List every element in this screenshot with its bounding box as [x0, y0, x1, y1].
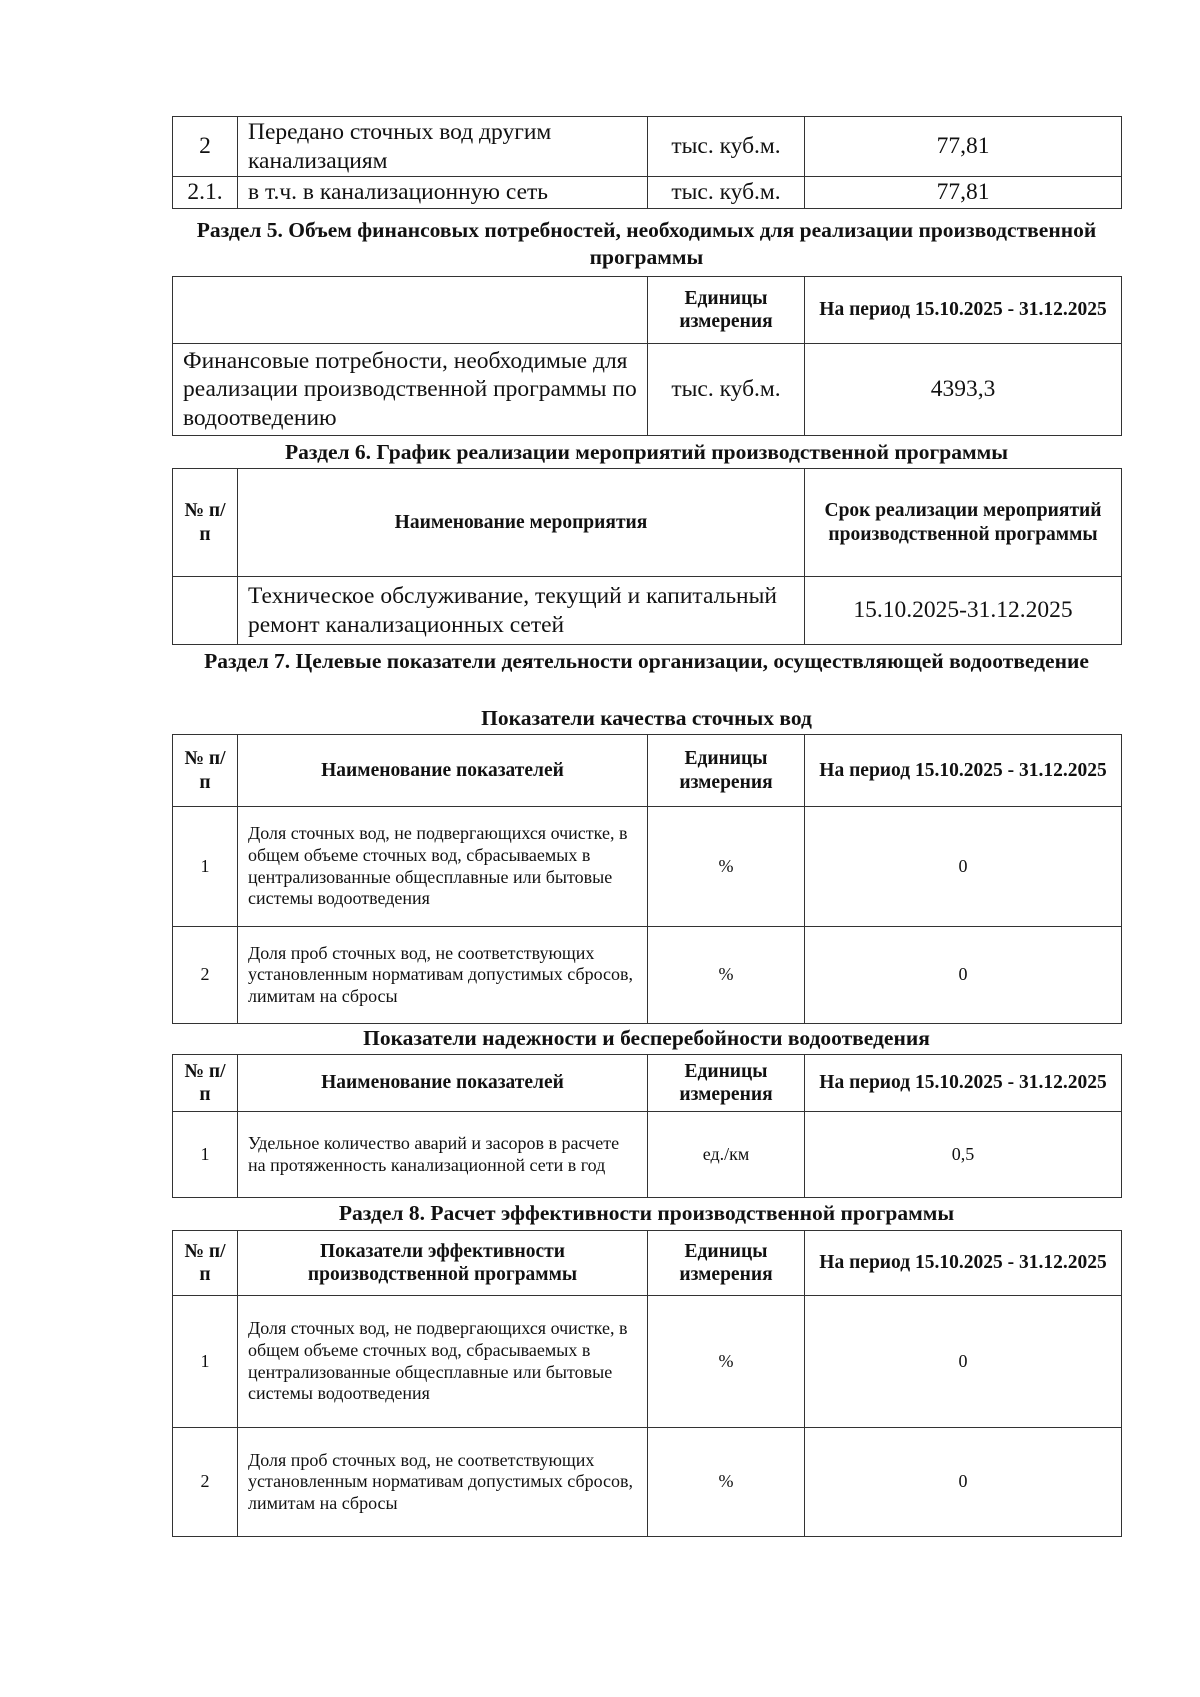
- header-period: На период 15.10.2025 - 31.12.2025: [805, 1231, 1122, 1296]
- row-name: Доля сточных вод, не подвергающихся очистке, в общем объеме сточных вод, сбрасываемых в централизованные общесплавные или бытовые системы водоотведения: [238, 1296, 648, 1428]
- row-number: 1: [173, 1112, 238, 1198]
- table-header-row: [173, 277, 1122, 344]
- row-unit: %: [648, 1428, 805, 1537]
- header-unit: Единицы измерения: [648, 735, 805, 807]
- row-unit: ед./км: [648, 1112, 805, 1198]
- reliability-indicators-subtitle: Показатели надежности и бесперебойности водоотведения: [363, 1026, 930, 1050]
- header-name: Наименование мероприятия: [238, 469, 805, 577]
- row-unit: тыс. куб.м.: [648, 177, 805, 209]
- table-row: [173, 177, 1122, 209]
- row-value: 0: [805, 1296, 1122, 1428]
- row-number: 1: [173, 1296, 238, 1428]
- row-number: [173, 577, 238, 645]
- header-name: Наименование показателей: [238, 1055, 648, 1112]
- row-name: Передано сточных вод другим канализациям: [238, 117, 648, 177]
- wastewater-transfer-table: [172, 116, 1122, 209]
- table-row: [173, 577, 1122, 645]
- row-value: 77,81: [805, 177, 1122, 209]
- row-unit: %: [648, 1296, 805, 1428]
- table-row: [173, 117, 1122, 177]
- table-row: [173, 344, 1122, 436]
- row-value: 0: [805, 1428, 1122, 1537]
- table-row: [173, 927, 1122, 1024]
- row-number: 2.1.: [173, 177, 238, 209]
- row-unit: %: [648, 807, 805, 927]
- row-value: 4393,3: [805, 344, 1122, 436]
- header-number: № п/п: [173, 469, 238, 577]
- financial-needs-table: [172, 276, 1122, 436]
- header-unit: Единицы измерения: [648, 1055, 805, 1112]
- section-7-title: Раздел 7. Целевые показатели деятельности организации, осуществляющей водоотведение: [204, 649, 1089, 673]
- row-name: в т.ч. в канализационную сеть: [238, 177, 648, 209]
- table-row: [173, 1112, 1122, 1198]
- activities-schedule-table: [172, 468, 1122, 645]
- table-row: [173, 1296, 1122, 1428]
- row-value: 77,81: [805, 117, 1122, 177]
- table-header-row: [173, 1231, 1122, 1296]
- row-number: 2: [173, 1428, 238, 1537]
- header-number: № п/п: [173, 1055, 238, 1112]
- table-row: [173, 1428, 1122, 1537]
- row-unit: тыс. куб.м.: [648, 344, 805, 436]
- section-8-title: Раздел 8. Расчет эффективности производственной программы: [338, 1201, 955, 1225]
- quality-indicators-subtitle: Показатели качества сточных вод: [481, 706, 812, 730]
- table-header-row: [173, 469, 1122, 577]
- row-number: 2: [173, 927, 238, 1024]
- header-name: Показатели эффективности производственной программы: [238, 1231, 648, 1296]
- row-name: Доля проб сточных вод, не соответствующих установленным нормативам допустимых сбросов, лимитам на сбросы: [238, 927, 648, 1024]
- section-5-title: Раздел 5. Объем финансовых потребностей, необходимых для реализации производственной программы: [196, 218, 1097, 269]
- table-header-row: [173, 1055, 1122, 1112]
- header-number: № п/п: [173, 735, 238, 807]
- row-value: 0: [805, 807, 1122, 927]
- row-value: 0: [805, 927, 1122, 1024]
- row-name: Техническое обслуживание, текущий и капитальный ремонт канализационных сетей: [238, 577, 805, 645]
- header-term: Срок реализации мероприятий производственной программы: [805, 469, 1122, 577]
- section-6-title: Раздел 6. График реализации мероприятий производственной программы: [284, 440, 1009, 464]
- row-term: 15.10.2025-31.12.2025: [805, 577, 1122, 645]
- row-number: 2: [173, 117, 238, 177]
- row-name: Удельное количество аварий и засоров в расчете на протяженность канализационной сети в год: [238, 1112, 648, 1198]
- header-number: № п/п: [173, 1231, 238, 1296]
- empty-header-cell: [173, 277, 648, 344]
- header-unit: Единицы измерения: [648, 1231, 805, 1296]
- row-number: 1: [173, 807, 238, 927]
- table-header-row: [173, 735, 1122, 807]
- header-unit: Единицы измерения: [648, 277, 805, 344]
- reliability-indicators-table: [172, 1054, 1122, 1198]
- table-row: [173, 807, 1122, 927]
- row-name: Доля сточных вод, не подвергающихся очистке, в общем объеме сточных вод, сбрасываемых в централизованные общесплавные или бытовые системы водоотведения: [238, 807, 648, 927]
- header-period: На период 15.10.2025 - 31.12.2025: [805, 277, 1122, 344]
- row-name: Финансовые потребности, необходимые для реализации производственной программы по водоотведению: [173, 344, 648, 436]
- header-name: Наименование показателей: [238, 735, 648, 807]
- row-unit: %: [648, 927, 805, 1024]
- quality-indicators-table: [172, 734, 1122, 1024]
- header-period: На период 15.10.2025 - 31.12.2025: [805, 1055, 1122, 1112]
- efficiency-table: [172, 1230, 1122, 1537]
- row-value: 0,5: [805, 1112, 1122, 1198]
- row-name: Доля проб сточных вод, не соответствующих установленным нормативам допустимых сбросов, лимитам на сбросы: [238, 1428, 648, 1537]
- header-period: На период 15.10.2025 - 31.12.2025: [805, 735, 1122, 807]
- row-unit: тыс. куб.м.: [648, 117, 805, 177]
